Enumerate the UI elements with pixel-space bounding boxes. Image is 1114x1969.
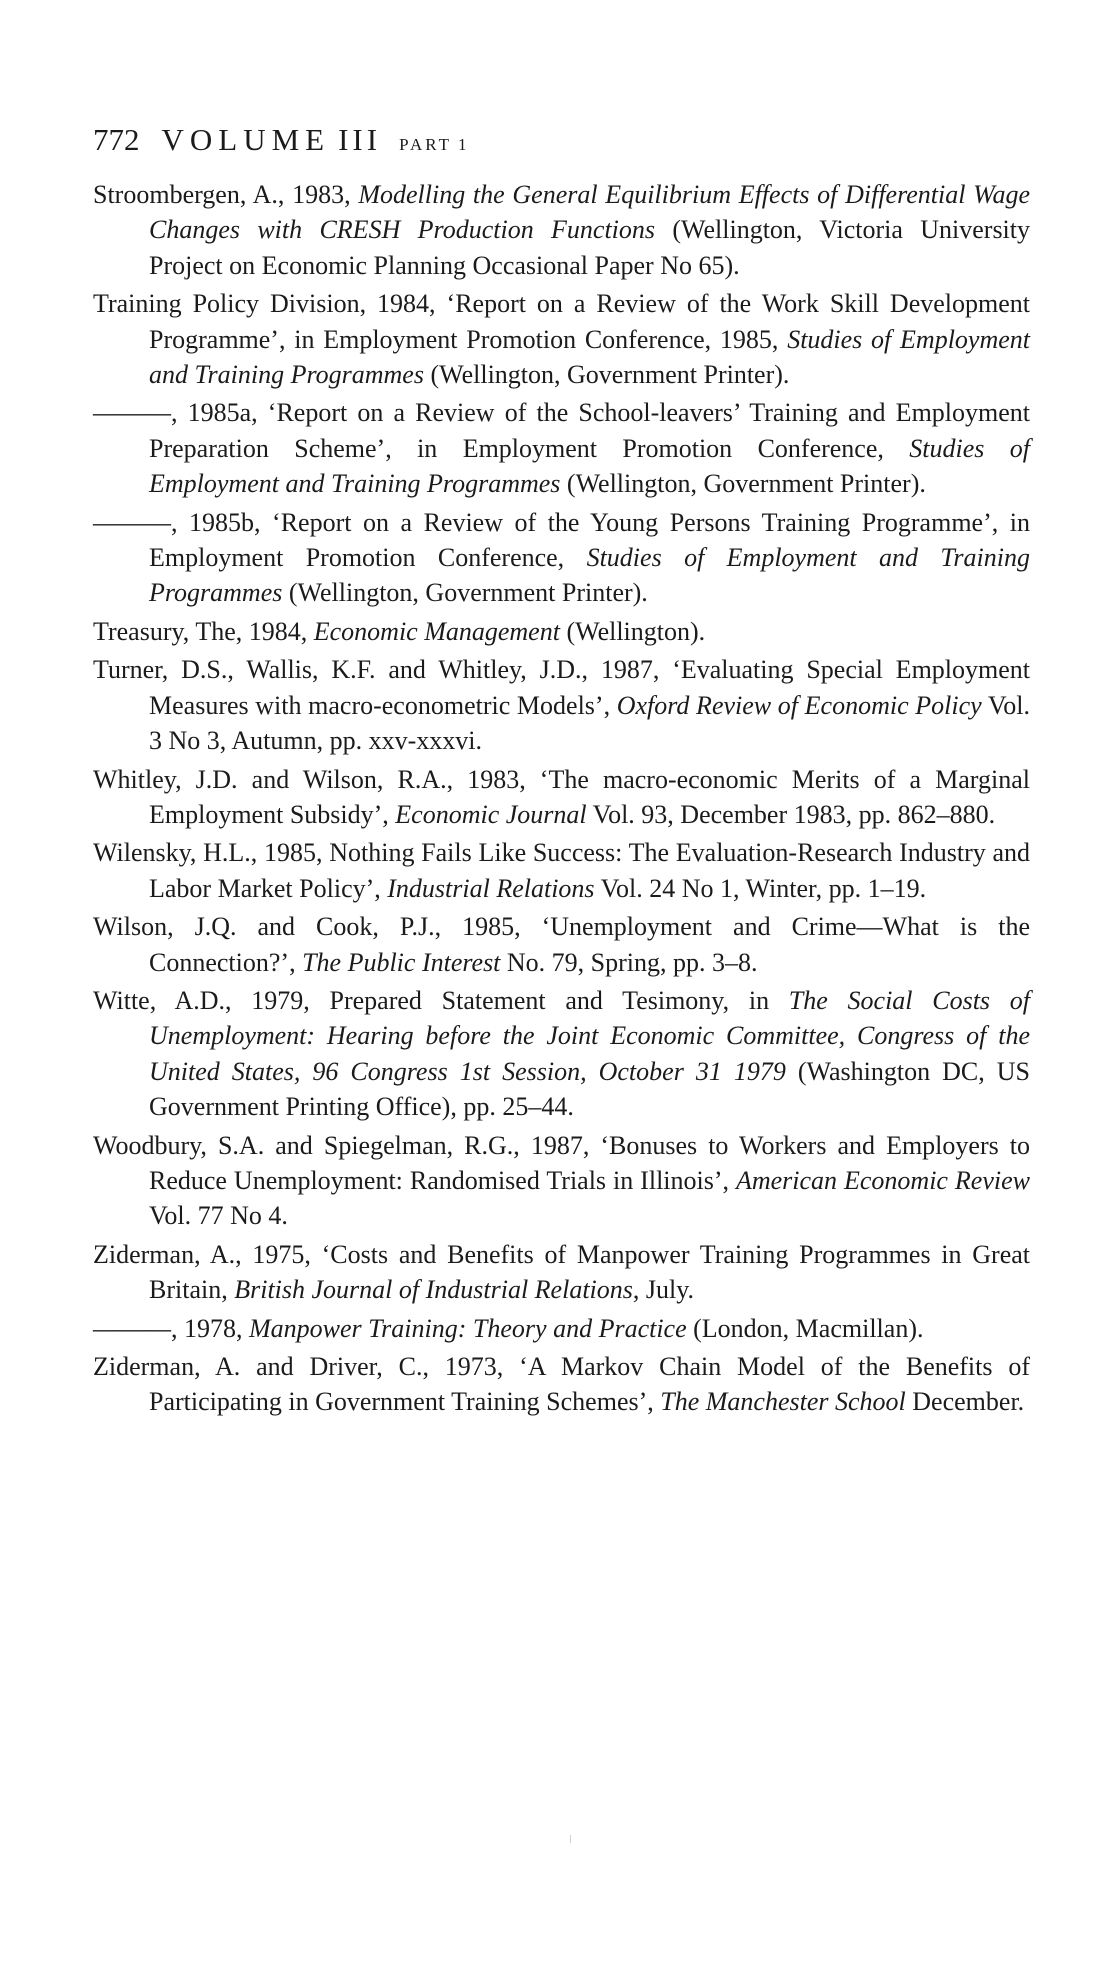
reference-text: ———, 1978, — [93, 1313, 249, 1343]
reference-text: (Wellington, Government Printer). — [423, 360, 790, 390]
volume-number: III — [338, 122, 382, 157]
reference-title: Studies of Employment and Training Programmes — [149, 324, 1031, 390]
reference-text: Vol. 3 No 3, Autumn, pp. xxv-xxxvi. — [149, 690, 1030, 756]
reference-entry — [93, 177, 1030, 283]
reference-list — [93, 177, 1030, 1420]
reference-text: Turner, D.S., Wallis, K.F. and Whitley, J.D., 1987, ‘Evaluating Special Employment Measures with macro-econometric Models’, — [93, 655, 1030, 720]
reference-text: (Wellington, Government Printer). — [282, 578, 648, 608]
reference-text: (Wellington). — [559, 616, 706, 646]
reference-text: (Wellington, Victoria University Project on Economic Planning Occasional Paper No 65). — [149, 215, 1031, 280]
part-label: PART — [399, 135, 452, 154]
reference-text: Training Policy Division, 1984, ‘Report on a Review of the Work Skill Development Programme’, in Employment Promotion Conference, 1985, — [93, 289, 1030, 354]
page-mark — [570, 1835, 571, 1843]
reference-text: ———, 1985a, ‘Report on a Review of the School-leavers’ Training and Employment Preparation Scheme’, in Employment Promotion Conference, — [93, 398, 1030, 463]
running-head — [93, 120, 1030, 165]
reference-title: American Economic Review — [735, 1165, 1030, 1195]
reference-text: (Wellington, Government Printer). — [560, 469, 926, 499]
reference-text: Treasury, The, 1984, — [93, 616, 314, 646]
reference-text: (London, Macmillan). — [686, 1313, 924, 1343]
reference-title: The Public Interest — [302, 947, 501, 977]
reference-text: , July. — [632, 1275, 695, 1305]
reference-title: Economic Management — [313, 616, 560, 646]
reference-entry — [93, 983, 1030, 1125]
reference-entry — [93, 909, 1030, 980]
reference-text: (Washington DC, US Government Printing Office), pp. 25–44. — [149, 1056, 1030, 1122]
page-number: 772 — [93, 122, 140, 157]
volume-label: VOLUME — [161, 122, 331, 157]
reference-text: Ziderman, A. and Driver, C., 1973, ‘A Markov Chain Model of the Benefits of Participating in Government Training Schemes’, — [93, 1352, 1030, 1417]
reference-title: Studies of Employment and Training Programmes — [149, 433, 1030, 499]
reference-entry — [93, 505, 1030, 611]
reference-text: Vol. 77 No 4. — [149, 1201, 288, 1231]
reference-text: Ziderman, A., 1975, ‘Costs and Benefits of Manpower Training Programmes in Great Britain, — [93, 1239, 1030, 1305]
page — [93, 120, 1030, 1423]
reference-title: The Manchester School — [660, 1387, 906, 1417]
reference-title: Manpower Training: Theory and Practice — [249, 1313, 687, 1343]
reference-text: December. — [905, 1387, 1025, 1417]
reference-text: Stroombergen, A., 1983, — [93, 180, 359, 209]
reference-entry — [93, 1128, 1030, 1234]
reference-title: The Social Costs of Unemployment: Hearing before the Joint Economic Committee, Congress of the United States, 96 Congress 1st Session, October 31 1979 — [149, 985, 1030, 1086]
reference-entry — [93, 1311, 1030, 1346]
reference-entry — [93, 762, 1030, 833]
reference-title: British Journal of Industrial Relations — [234, 1275, 633, 1305]
reference-title: Economic Journal — [395, 799, 587, 829]
reference-entry — [93, 614, 1030, 649]
reference-text: Vol. 24 No 1, Winter, pp. 1–19. — [594, 873, 927, 903]
reference-title: Oxford Review of Economic Policy — [616, 690, 982, 720]
reference-text: No. 79, Spring, pp. 3–8. — [500, 947, 758, 977]
reference-text: ———, 1985b, ‘Report on a Review of the Young Persons Training Programme’, in Employment Promotion Conference, — [93, 507, 1030, 573]
reference-entry — [93, 652, 1030, 758]
reference-entry — [93, 835, 1030, 906]
reference-entry — [93, 1349, 1030, 1420]
reference-entry — [93, 1237, 1030, 1308]
reference-text: Vol. 93, December 1983, pp. 862–880. — [586, 799, 996, 829]
reference-text: Woodbury, S.A. and Spiegelman, R.G., 1987, ‘Bonuses to Workers and Employers to Reduce Unemployment: Randomised Trials in Illinois’, — [93, 1130, 1030, 1195]
reference-title: Modelling the General Equilibrium Effects of Differential Wage Changes with CRESH Production Functions — [149, 180, 1030, 245]
reference-text: Wilensky, H.L., 1985, Nothing Fails Like Success: The Evaluation-Research Industry and Labor Market Policy’, — [93, 838, 1030, 903]
part-number: 1 — [457, 135, 467, 154]
reference-title: Industrial Relations — [387, 873, 595, 903]
reference-text: Wilson, J.Q. and Cook, P.J., 1985, ‘Unemployment and Crime—What is the Connection?’, — [93, 912, 1030, 977]
reference-text: Whitley, J.D. and Wilson, R.A., 1983, ‘The macro-economic Merits of a Marginal Employment Subsidy’, — [93, 764, 1030, 829]
reference-entry — [93, 286, 1030, 392]
reference-title: Studies of Employment and Training Programmes — [149, 543, 1030, 608]
reference-text: Witte, A.D., 1979, Prepared Statement and Tesimony, in — [93, 985, 789, 1015]
reference-entry — [93, 395, 1030, 501]
